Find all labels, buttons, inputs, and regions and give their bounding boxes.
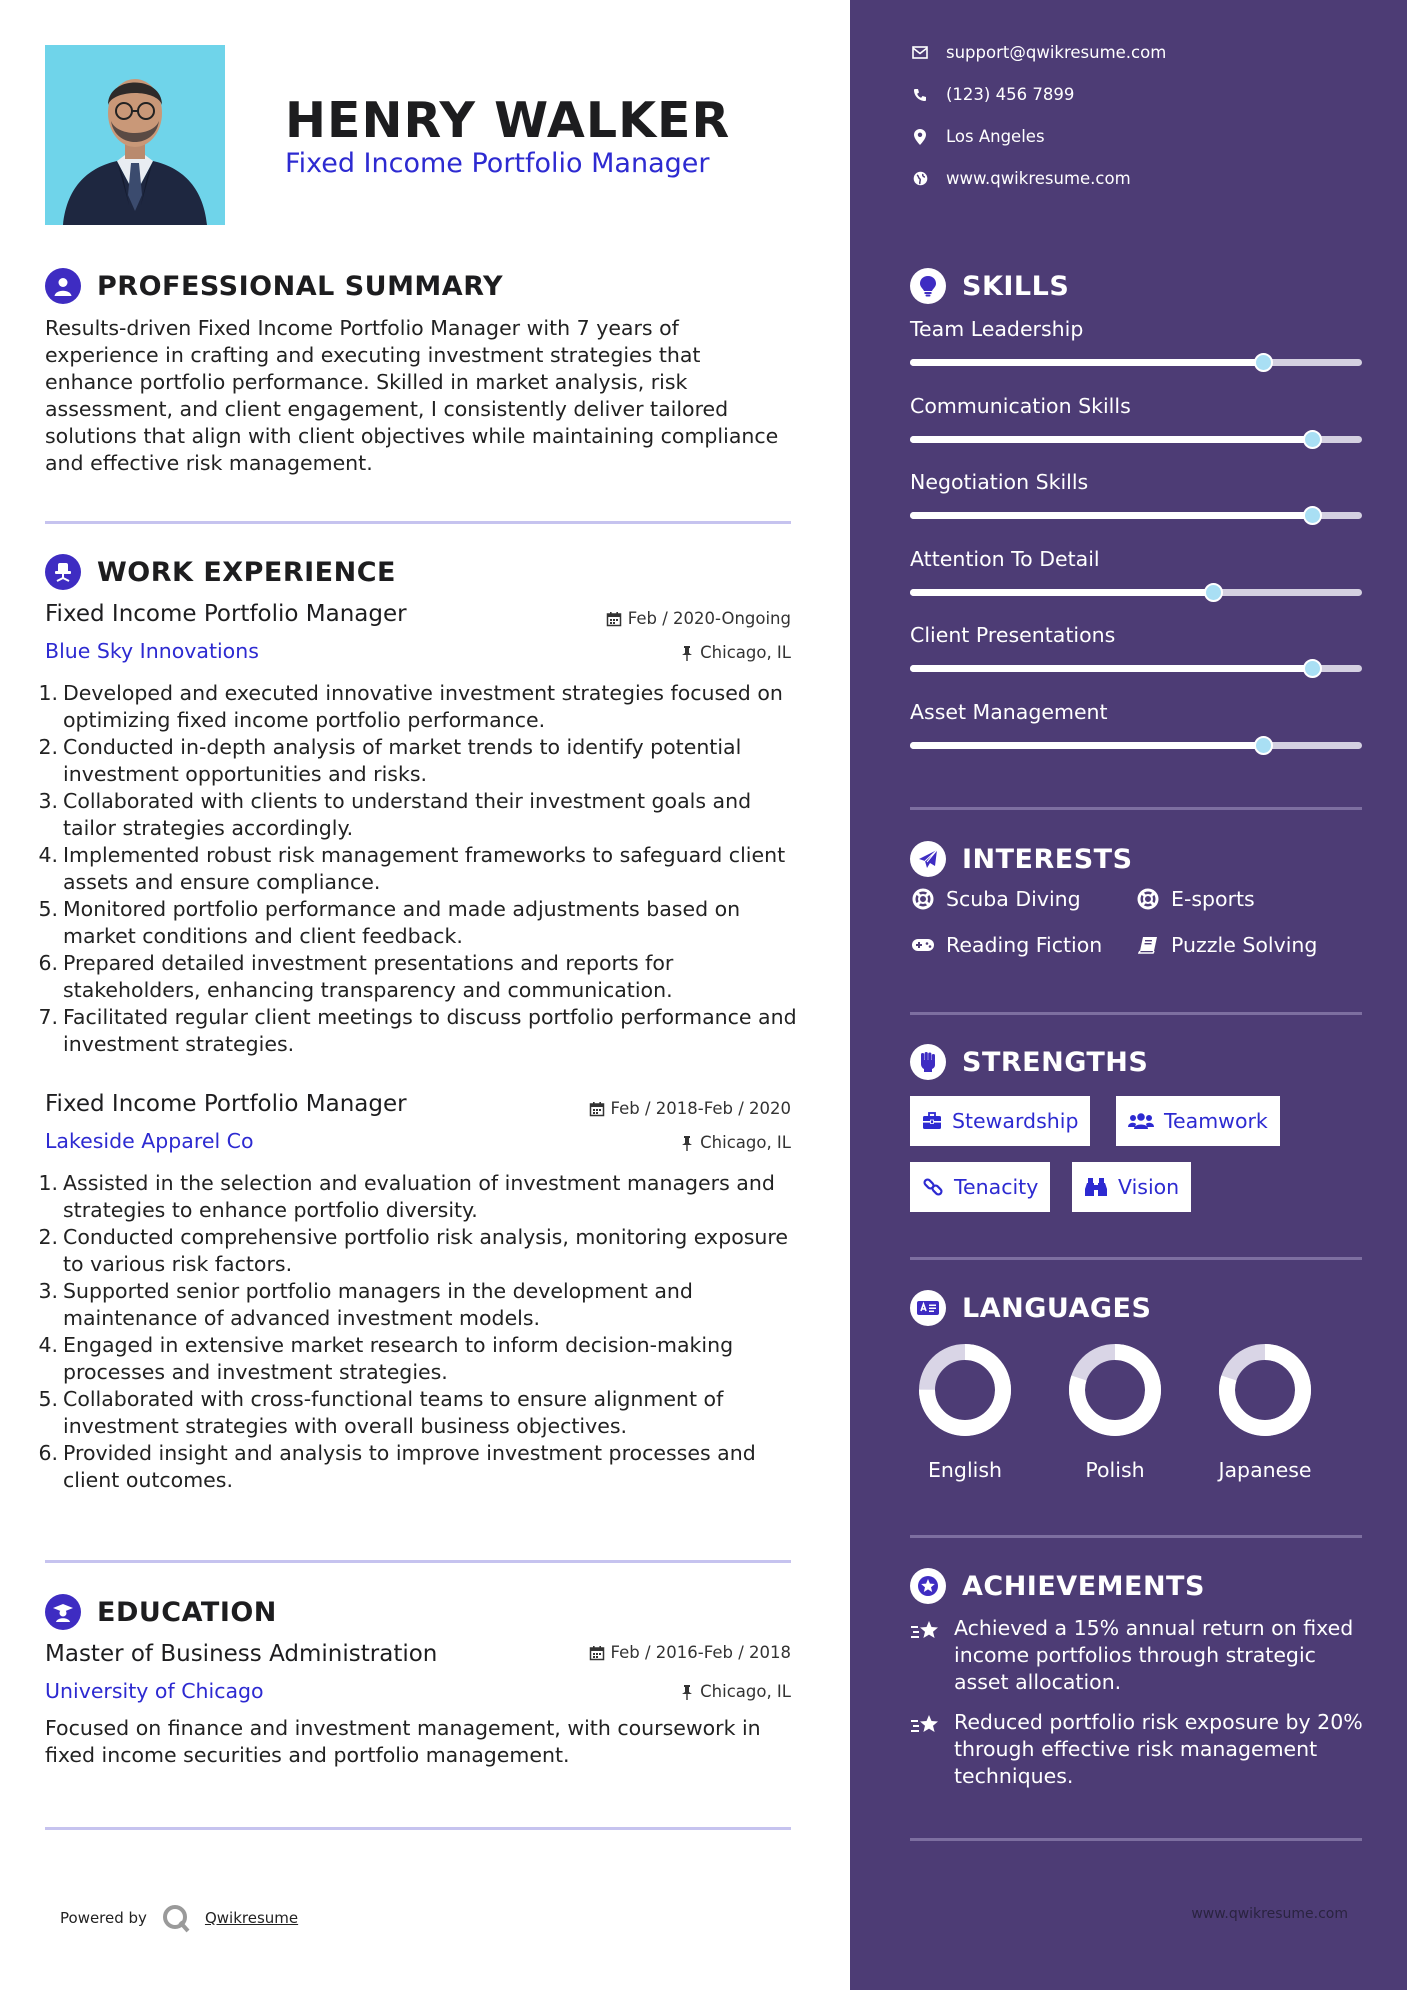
skill-fill xyxy=(910,359,1263,366)
summary-heading: PROFESSIONAL SUMMARY xyxy=(97,270,504,302)
skill-label: Asset Management xyxy=(910,699,1108,724)
list-item xyxy=(38,1440,798,1494)
list-item xyxy=(38,1170,798,1224)
skill-label: Client Presentations xyxy=(910,623,1116,647)
skill-slider xyxy=(910,665,1362,672)
list-item-text: Engaged in extensive market research to inform decision-making processes and investment strategies. xyxy=(63,1333,734,1384)
list-item xyxy=(38,842,798,896)
education-description: Focused on finance and investment management, with coursework in fixed income securities and portfolio management. xyxy=(45,1716,761,1767)
job-company: Blue Sky Innovations xyxy=(45,639,259,663)
experience-heading: WORK EXPERIENCE xyxy=(97,556,396,588)
phone-icon xyxy=(910,88,930,102)
list-item-number: 2. xyxy=(38,735,58,759)
link-icon xyxy=(922,1176,944,1198)
pin-icon xyxy=(680,1135,694,1151)
language-label: Japanese xyxy=(1218,1458,1312,1482)
interest-item xyxy=(910,933,1102,957)
life-ring-icon xyxy=(910,888,936,910)
language-label: Polish xyxy=(1085,1458,1145,1482)
user-icon xyxy=(45,268,81,304)
education-heading: EDUCATION xyxy=(97,1596,277,1628)
achievement-text: Reduced portfolio risk exposure by 20% through effective risk management techniques. xyxy=(954,1710,1363,1788)
list-item-number: 3. xyxy=(38,1279,58,1303)
education-date-text: Feb / 2016-Feb / 2018 xyxy=(610,1643,791,1662)
office-chair-icon xyxy=(45,554,81,590)
skill-knob xyxy=(1303,506,1322,525)
strengths-section-header xyxy=(910,1044,1148,1080)
interest-item xyxy=(1135,887,1255,911)
gamepad-icon xyxy=(910,937,936,953)
interests-heading: INTERESTS xyxy=(962,843,1133,875)
pin-icon xyxy=(680,1684,694,1700)
candidate-title: Fixed Income Portfolio Manager xyxy=(285,148,710,179)
section-divider xyxy=(910,1012,1362,1015)
shooting-star-icon xyxy=(910,1615,944,1696)
skill-knob xyxy=(1254,353,1273,372)
graduate-icon xyxy=(45,1594,81,1630)
list-item-number: 5. xyxy=(38,1387,58,1411)
website-text: www.qwikresume.com xyxy=(946,169,1131,188)
degree-title: Master of Business Administration xyxy=(45,1641,438,1667)
contact-location xyxy=(910,127,1045,146)
list-item-text: Provided insight and analysis to improve investment processes and client outcomes. xyxy=(63,1441,756,1492)
calendar-icon xyxy=(589,1645,605,1661)
skill-slider xyxy=(910,742,1362,749)
language-item xyxy=(905,1342,1025,1482)
job-title: Fixed Income Portfolio Manager xyxy=(45,1091,407,1117)
calendar-icon xyxy=(606,611,622,627)
list-item-number: 2. xyxy=(38,1225,58,1249)
list-item xyxy=(38,788,798,842)
job-date xyxy=(606,609,791,628)
achievement-item xyxy=(910,1615,1370,1696)
list-item-text: Conducted in-depth analysis of market trends to identify potential investment opportunities and risks. xyxy=(63,735,742,786)
achievement-text: Achieved a 15% annual return on fixed income portfolios through strategic asset allocation. xyxy=(954,1616,1354,1694)
language-label: English xyxy=(927,1458,1003,1482)
language-ring xyxy=(1217,1342,1313,1438)
list-item xyxy=(38,1332,798,1386)
list-item-number: 1. xyxy=(38,1171,58,1195)
skill-fill xyxy=(910,665,1312,672)
experience-section-header xyxy=(45,554,396,590)
shooting-star-icon xyxy=(910,1709,944,1790)
list-item-number: 6. xyxy=(38,1441,58,1465)
section-divider xyxy=(910,1535,1362,1538)
section-divider xyxy=(45,1560,791,1563)
skill-label: Negotiation Skills xyxy=(910,470,1089,494)
language-item xyxy=(1205,1342,1325,1482)
sidebar xyxy=(850,0,1407,1990)
list-item xyxy=(38,950,798,1004)
job-date-text: Feb / 2018-Feb / 2020 xyxy=(610,1099,791,1118)
list-item-text: Facilitated regular client meetings to discuss portfolio performance and investment strategies. xyxy=(63,1005,797,1056)
job-title: Fixed Income Portfolio Manager xyxy=(45,601,407,627)
section-divider xyxy=(910,1257,1362,1260)
list-item-number: 1. xyxy=(38,681,58,705)
strength-label: Tenacity xyxy=(954,1175,1039,1199)
section-divider xyxy=(910,807,1362,810)
list-item xyxy=(38,734,798,788)
achievements-heading: ACHIEVEMENTS xyxy=(962,1570,1205,1602)
powered-by-label: Powered by xyxy=(60,1909,147,1927)
language-ring xyxy=(917,1342,1013,1438)
job-location-text: Chicago, IL xyxy=(700,1133,791,1152)
list-item-text: Collaborated with clients to understand their investment goals and tailor strategies accordingly. xyxy=(63,789,752,840)
strength-label: Vision xyxy=(1118,1175,1180,1199)
list-item-number: 4. xyxy=(38,1333,58,1357)
skill-slider xyxy=(910,589,1362,596)
strengths-heading: STRENGTHS xyxy=(962,1046,1149,1078)
map-marker-icon xyxy=(910,129,930,145)
summary-section-header xyxy=(45,268,503,304)
book-icon xyxy=(1135,935,1161,955)
languages-heading: LANGUAGES xyxy=(962,1292,1152,1324)
skill-slider xyxy=(910,512,1362,519)
interest-item xyxy=(1135,933,1317,957)
powered-by xyxy=(60,1903,298,1933)
email-text: support@qwikresume.com xyxy=(946,43,1167,62)
fist-icon xyxy=(910,1044,946,1080)
list-item-number: 7. xyxy=(38,1005,58,1029)
job-location xyxy=(680,643,791,662)
list-item xyxy=(38,896,798,950)
interest-label: E-sports xyxy=(1171,887,1255,911)
language-card-icon xyxy=(910,1290,946,1326)
paper-plane-icon xyxy=(910,841,946,877)
skills-heading: SKILLS xyxy=(962,270,1070,302)
interest-label: Puzzle Solving xyxy=(1171,933,1318,957)
footer-website[interactable]: www.qwikresume.com xyxy=(1191,1906,1348,1922)
skill-knob xyxy=(1303,430,1322,449)
list-item-number: 6. xyxy=(38,951,58,975)
contact-website[interactable] xyxy=(910,169,1131,188)
location-text: Los Angeles xyxy=(946,127,1045,146)
strength-chip xyxy=(1072,1162,1191,1212)
skills-section-header xyxy=(910,268,1069,304)
strength-chip xyxy=(910,1096,1090,1146)
skill-label: Attention To Detail xyxy=(910,546,1100,571)
skill-fill xyxy=(910,436,1312,443)
education-section-header xyxy=(45,1594,277,1630)
contact-phone[interactable] xyxy=(910,85,1074,104)
calendar-icon xyxy=(589,1101,605,1117)
skill-knob xyxy=(1204,583,1223,602)
list-item xyxy=(38,680,798,734)
binoculars-icon xyxy=(1084,1177,1108,1197)
skill-label: Communication Skills xyxy=(910,393,1131,418)
globe-icon xyxy=(910,171,930,186)
lightbulb-icon xyxy=(910,268,946,304)
list-item-text: Collaborated with cross-functional teams to ensure alignment of investment strategies with overall business objectives. xyxy=(63,1387,724,1438)
language-item xyxy=(1055,1342,1175,1482)
skill-fill xyxy=(910,742,1263,749)
envelope-icon xyxy=(910,46,930,59)
section-divider xyxy=(45,521,791,524)
skill-knob xyxy=(1254,736,1273,755)
list-item-number: 4. xyxy=(38,843,58,867)
list-item-text: Supported senior portfolio managers in the development and maintenance of advanced investment models. xyxy=(63,1279,693,1330)
skill-fill xyxy=(910,589,1213,596)
list-item-text: Implemented robust risk management frameworks to safeguard client assets and ensure compliance. xyxy=(63,843,786,894)
job-responsibilities xyxy=(38,1170,798,1494)
achievements-section-header xyxy=(910,1568,1205,1604)
section-divider xyxy=(910,1838,1362,1841)
section-divider xyxy=(45,1827,791,1830)
job-company: Lakeside Apparel Co xyxy=(45,1129,254,1153)
summary-text: Results-driven Fixed Income Portfolio Manager with 7 years of experience in crafting and executing investment strategies that enhance portfolio performance. Skilled in market analysis, risk assessment, and client engagement, I consistently deliver tailored solutions that align with client objectives while maintaining compliance and effective risk management. xyxy=(45,316,779,475)
job-responsibilities xyxy=(38,680,798,1058)
skill-knob xyxy=(1303,659,1322,678)
contact-email[interactable] xyxy=(910,43,1166,62)
phone-text: (123) 456 7899 xyxy=(946,85,1075,104)
achievement-item xyxy=(910,1709,1370,1790)
education-location-text: Chicago, IL xyxy=(700,1682,791,1701)
list-item xyxy=(38,1278,798,1332)
list-item xyxy=(38,1386,798,1440)
skill-fill xyxy=(910,512,1312,519)
interest-label: Reading Fiction xyxy=(946,933,1103,957)
qwikresume-logo-icon xyxy=(161,1903,191,1933)
education-date xyxy=(589,1643,791,1662)
strength-chip xyxy=(910,1162,1050,1212)
star-badge-icon xyxy=(910,1568,946,1604)
skill-slider xyxy=(910,436,1362,443)
list-item-text: Prepared detailed investment presentations and reports for stakeholders, enhancing transparency and communication. xyxy=(63,951,674,1002)
list-item-number: 3. xyxy=(38,789,58,813)
interest-label: Scuba Diving xyxy=(946,887,1081,911)
language-ring xyxy=(1067,1342,1163,1438)
qwikresume-link[interactable]: Qwikresume xyxy=(204,1909,299,1927)
interest-item xyxy=(910,887,1081,911)
list-item-number: 5. xyxy=(38,897,58,921)
life-ring-icon xyxy=(1135,888,1161,910)
users-icon xyxy=(1128,1112,1154,1130)
briefcase-icon xyxy=(922,1112,942,1130)
job-date xyxy=(589,1099,791,1118)
job-location-text: Chicago, IL xyxy=(700,643,791,662)
job-location xyxy=(680,1133,791,1152)
list-item xyxy=(38,1224,798,1278)
education-location xyxy=(680,1682,791,1701)
list-item-text: Monitored portfolio performance and made adjustments based on market conditions and client feedback. xyxy=(63,897,741,948)
list-item-text: Assisted in the selection and evaluation of investment managers and strategies to enhance portfolio diversity. xyxy=(63,1171,775,1222)
skill-label: Team Leadership xyxy=(910,317,1084,341)
skill-slider xyxy=(910,359,1362,366)
list-item-text: Conducted comprehensive portfolio risk analysis, monitoring exposure to various risk factors. xyxy=(63,1225,789,1276)
job-date-text: Feb / 2020-Ongoing xyxy=(627,609,791,628)
candidate-name: HENRY WALKER xyxy=(285,92,731,149)
strength-label: Stewardship xyxy=(952,1109,1079,1133)
languages-section-header xyxy=(910,1290,1151,1326)
strength-chip xyxy=(1116,1096,1280,1146)
pin-icon xyxy=(680,645,694,661)
school-name: University of Chicago xyxy=(45,1679,264,1703)
interests-section-header xyxy=(910,841,1133,877)
profile-photo xyxy=(45,45,225,225)
strength-label: Teamwork xyxy=(1164,1109,1268,1133)
list-item xyxy=(38,1004,798,1058)
list-item-text: Developed and executed innovative investment strategies focused on optimizing fixed income portfolio performance. xyxy=(63,681,783,732)
